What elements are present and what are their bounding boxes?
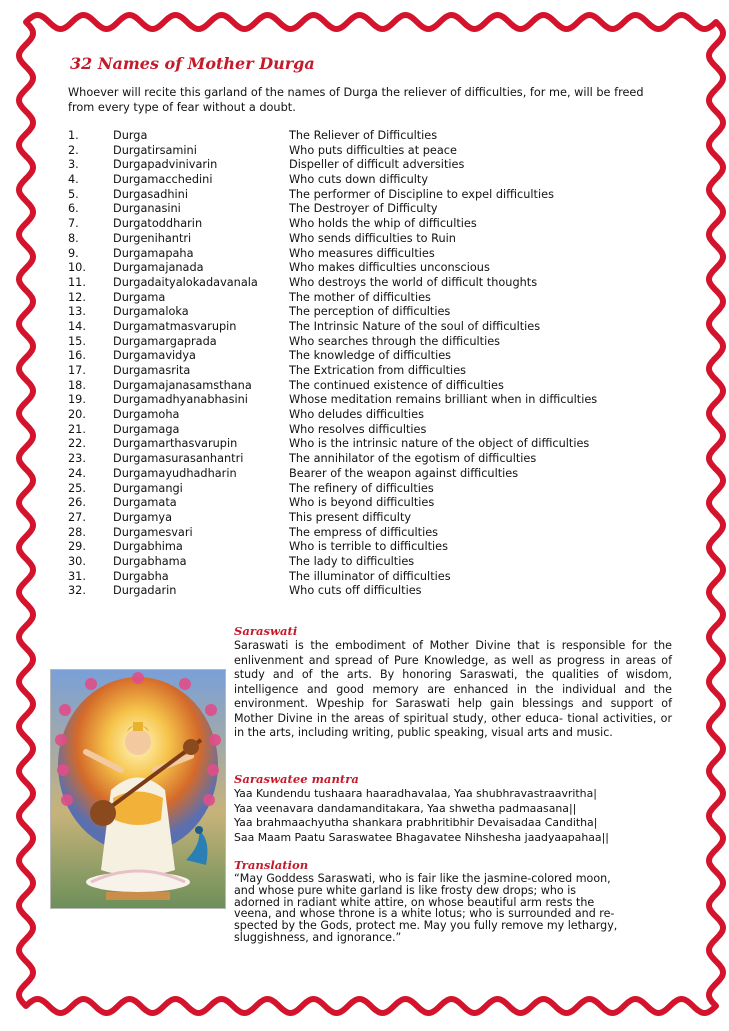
name-row xyxy=(68,423,668,438)
mantra-text xyxy=(234,787,674,845)
name-meaning: Who measures difficulties xyxy=(289,246,435,260)
name-meaning: Who deludes difficulties xyxy=(289,408,424,422)
name-row xyxy=(68,158,668,173)
durga-name: Durgabhima xyxy=(113,540,183,554)
name-row xyxy=(68,261,668,276)
durga-name: Durgasadhini xyxy=(113,187,188,201)
name-number: 10. xyxy=(68,261,86,275)
durga-name: Durgamajanasamsthana xyxy=(113,378,252,392)
name-meaning: Who holds the whip of difficulties xyxy=(289,217,477,231)
saraswati-picture xyxy=(50,669,226,909)
name-number: 21. xyxy=(68,422,86,436)
name-meaning: The perception of difficulties xyxy=(289,305,451,319)
name-meaning: Who destroys the world of difficult thoughts xyxy=(289,275,538,289)
name-row xyxy=(68,202,668,217)
name-number: 31. xyxy=(68,569,86,583)
durga-name: Durgamoha xyxy=(113,408,180,422)
durga-name: Durgamajanada xyxy=(113,261,204,275)
name-number: 3. xyxy=(68,158,79,172)
name-row xyxy=(68,570,668,585)
name-meaning: The knowledge of difficulties xyxy=(289,349,452,363)
name-row xyxy=(68,584,668,599)
durga-name: Durgamangi xyxy=(113,481,183,495)
mantra-line: Yaa Kundendu tushaara haaradhavalaa, Yaa shubhravastraavritha| xyxy=(234,787,597,800)
name-number: 30. xyxy=(68,554,86,568)
name-row xyxy=(68,320,668,335)
durga-name: Durgabha xyxy=(113,569,169,583)
name-number: 8. xyxy=(68,231,79,245)
translation-line: adorned in radiant white attire, on whose beautiful arm rests the xyxy=(234,895,595,909)
name-number: 27. xyxy=(68,510,86,524)
name-meaning: The illuminator of difficulties xyxy=(289,569,451,583)
name-meaning: The empress of difficulties xyxy=(289,525,439,539)
durga-names-list xyxy=(68,129,668,599)
name-meaning: Who resolves difficulties xyxy=(289,422,427,436)
durga-name: Durgamavidya xyxy=(113,349,196,363)
translation-line: sluggishness, and ignorance.” xyxy=(234,930,402,944)
name-number: 19. xyxy=(68,393,86,407)
name-number: 28. xyxy=(68,525,86,539)
durga-name: Durganasini xyxy=(113,202,181,216)
name-row xyxy=(68,335,668,350)
name-row xyxy=(68,496,668,511)
durga-name: Durgamasrita xyxy=(113,364,191,377)
name-row xyxy=(68,364,668,379)
name-number: 1. xyxy=(68,129,79,142)
durga-name: Durgamargaprada xyxy=(113,334,217,348)
durga-name: Durgamasurasanhantri xyxy=(113,452,244,466)
name-meaning: Dispeller of difficult adversities xyxy=(289,158,465,172)
name-number: 14. xyxy=(68,319,86,333)
durga-name: Durgama xyxy=(113,290,166,304)
name-meaning: Who sends difficulties to Ruin xyxy=(289,231,456,245)
durga-name: Durgamatmasvarupin xyxy=(113,319,237,333)
name-number: 20. xyxy=(68,408,86,422)
name-meaning: This present difficulty xyxy=(289,510,412,524)
durga-name: Durgamaga xyxy=(113,422,180,436)
name-number: 5. xyxy=(68,187,79,201)
name-meaning: The continued existence of difficulties xyxy=(289,378,504,392)
name-meaning: Who is terrible to difficulties xyxy=(289,540,448,554)
durga-name: Durgamayudhadharin xyxy=(113,466,237,480)
name-number: 29. xyxy=(68,540,86,554)
name-meaning: Who is beyond difficulties xyxy=(289,496,435,510)
name-number: 18. xyxy=(68,378,86,392)
translation-text xyxy=(234,873,659,944)
name-row xyxy=(68,129,668,144)
name-number: 6. xyxy=(68,202,79,216)
name-meaning: Who searches through the difficulties xyxy=(289,334,501,348)
durga-name: Durga xyxy=(113,129,148,142)
translation-line: spected by the Gods, protect me. May you fully remove my lethargy, xyxy=(234,919,618,933)
durga-name: Durgapadvinivarin xyxy=(113,158,218,172)
intro-paragraph: Whoever will recite this garland of the names of Durga the reliever of difficulties, for me, will be freed from every type of fear without a doubt. xyxy=(68,86,644,114)
name-meaning: Who cuts down difficulty xyxy=(289,173,429,187)
name-row xyxy=(68,467,668,482)
name-number: 12. xyxy=(68,290,86,304)
name-row xyxy=(68,247,668,262)
name-row xyxy=(68,393,668,408)
name-number: 16. xyxy=(68,349,86,363)
name-number: 25. xyxy=(68,481,86,495)
name-meaning: The mother of difficulties xyxy=(289,290,431,304)
name-meaning: Who cuts off difficulties xyxy=(289,584,422,598)
name-row xyxy=(68,291,668,306)
name-meaning: Who makes difficulties unconscious xyxy=(289,261,490,275)
durga-name: Durgatoddharin xyxy=(113,217,203,231)
durga-name: Durgadaityalokadavanala xyxy=(113,275,258,289)
name-row xyxy=(68,555,668,570)
name-meaning: The Reliever of Difficulties xyxy=(289,129,438,142)
name-number: 4. xyxy=(68,173,79,187)
name-number: 32. xyxy=(68,584,86,598)
name-row xyxy=(68,305,668,320)
name-number: 24. xyxy=(68,466,86,480)
translation-line: “May Goddess Saraswati, who is fair like the jasmine-colored moon, xyxy=(234,872,611,885)
name-row xyxy=(68,188,668,203)
name-row xyxy=(68,217,668,232)
name-row xyxy=(68,349,668,364)
name-meaning: Who is the intrinsic nature of the object of difficulties xyxy=(289,437,590,451)
durga-name: Durgamacchedini xyxy=(113,173,213,187)
name-number: 23. xyxy=(68,452,86,466)
name-row xyxy=(68,511,668,526)
name-row xyxy=(68,276,668,291)
name-row xyxy=(68,379,668,394)
name-number: 22. xyxy=(68,437,86,451)
name-row xyxy=(68,540,668,555)
name-number: 15. xyxy=(68,334,86,348)
name-row xyxy=(68,437,668,452)
saraswati-paragraph: Saraswati is the embodiment of Mother Divine that is responsible for the enlivenment and spread of Pure Knowledge, as well as progress in areas of study and of the arts. By honoring Saraswati, the qualities of wisdom, intelligence and good memory are enhanced in the individual and the environment. Wpeship for Saraswati help gain blessings and support of Mother Divine in the areas of spiritual study, other educa- tional activities, or in the arts, including writing, public speaking, visual arts and music. xyxy=(234,639,672,739)
name-row xyxy=(68,482,668,497)
name-number: 7. xyxy=(68,217,79,231)
durga-name: Durgamarthasvarupin xyxy=(113,437,238,451)
name-meaning: The Extrication from difficulties xyxy=(289,364,467,377)
translation-heading: Translation xyxy=(234,858,309,872)
name-row xyxy=(68,452,668,467)
name-number: 26. xyxy=(68,496,86,510)
name-number: 11. xyxy=(68,275,86,289)
name-meaning: The annihilator of the egotism of difficulties xyxy=(289,452,537,466)
name-row xyxy=(68,232,668,247)
durga-name: Durgabhama xyxy=(113,554,187,568)
name-number: 2. xyxy=(68,143,79,157)
mantra-line: Yaa brahmaachyutha shankara prabhritibhir Devaisadaa Canditha| xyxy=(234,816,598,830)
saraswati-heading: Saraswati xyxy=(234,624,298,638)
name-row xyxy=(68,144,668,159)
mantra-heading: Saraswatee mantra xyxy=(234,772,359,786)
name-row xyxy=(68,173,668,188)
name-number: 13. xyxy=(68,305,86,319)
durga-name: Durgadarin xyxy=(113,584,177,598)
translation-line: and whose pure white garland is like frosty dew drops; who is xyxy=(234,883,577,897)
name-meaning: Bearer of the weapon against difficulties xyxy=(289,466,519,480)
mantra-line: Yaa veenavara dandamanditakara, Yaa shwetha padmaasana|| xyxy=(234,801,577,815)
name-meaning: The Destroyer of Difficulty xyxy=(289,202,438,216)
durga-name: Durgamata xyxy=(113,496,177,510)
durga-name: Durgamadhyanabhasini xyxy=(113,393,248,407)
name-meaning: The Intrinsic Nature of the soul of difficulties xyxy=(289,319,541,333)
durga-name: Durgamesvari xyxy=(113,525,193,539)
name-meaning: The lady to difficulties xyxy=(289,554,415,568)
name-meaning: Whose meditation remains brilliant when in difficulties xyxy=(289,393,598,407)
page-title: 32 Names of Mother Durga xyxy=(70,54,315,73)
name-meaning: The refinery of difficulties xyxy=(289,481,434,495)
name-row xyxy=(68,526,668,541)
translation-line: veena, and whose throne is a white lotus; who is surrounded and re- xyxy=(234,907,615,921)
name-number: 9. xyxy=(68,246,79,260)
durga-name: Durgamapaha xyxy=(113,246,194,260)
durga-name: Durgenihantri xyxy=(113,231,192,245)
name-meaning: Who puts difficulties at peace xyxy=(289,143,457,157)
durga-name: Durgamya xyxy=(113,510,173,524)
name-row xyxy=(68,408,668,423)
durga-name: Durgatirsamini xyxy=(113,143,197,157)
mantra-line: Saa Maam Paatu Saraswatee Bhagavatee Nihshesha jaadyaapahaa|| xyxy=(234,830,609,844)
name-meaning: The performer of Discipline to expel difficulties xyxy=(289,187,554,201)
name-number: 17. xyxy=(68,364,86,377)
durga-name: Durgamaloka xyxy=(113,305,189,319)
